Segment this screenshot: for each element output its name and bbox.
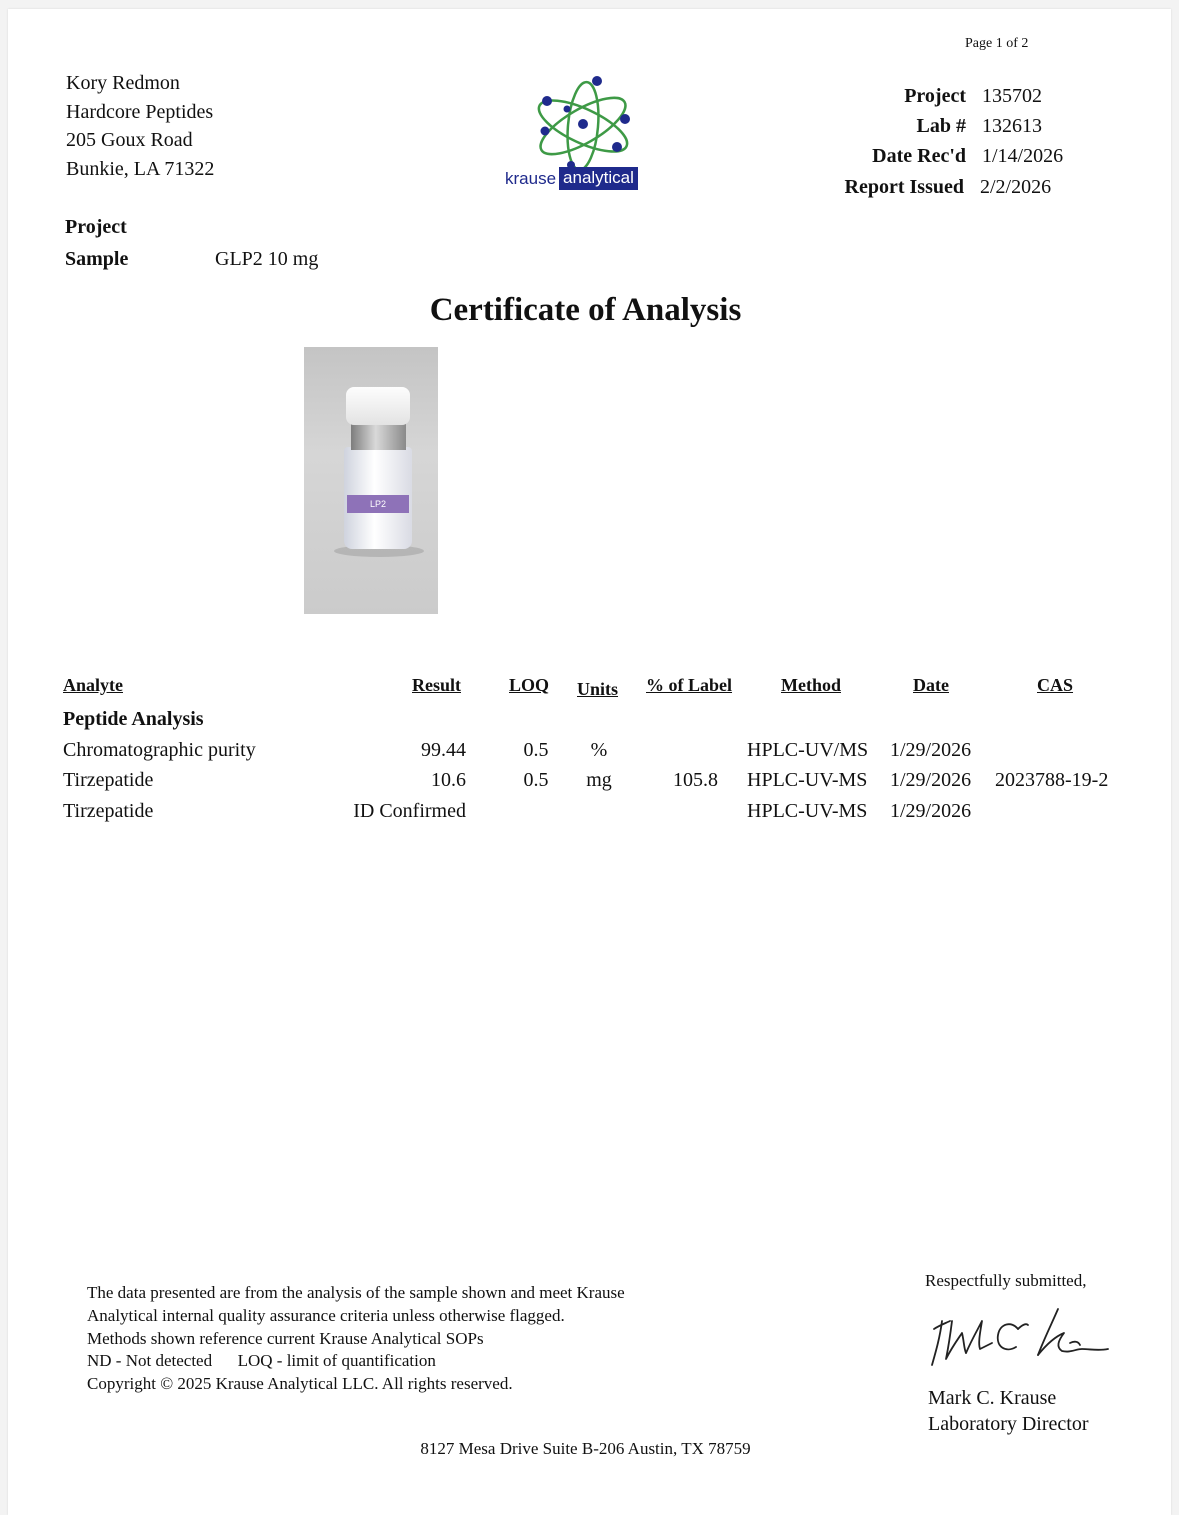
cell-loq: 0.5 [523,739,549,761]
signer-title: Laboratory Director [928,1413,1089,1435]
cell-result: ID Confirmed [353,800,466,822]
col-header-method: Method [781,675,841,695]
signer-name: Mark C. Krause [928,1387,1057,1409]
cell-cas: 2023788-19-2 [995,769,1109,791]
disclaimer-line: Analytical internal quality assurance criteria unless otherwise flagged. [87,1305,565,1325]
logo-word-analytical: analytical [559,167,638,190]
col-header-analyte: Analyte [63,675,123,695]
sample-photo [304,347,438,614]
certificate-page [8,9,1171,1515]
report-issued-value: 2/2/2026 [980,176,1052,198]
krause-analytical-logo [505,69,670,199]
cell-date: 1/29/2026 [890,800,972,822]
client-company: Hardcore Peptides [66,100,214,123]
date-received-value: 1/14/2026 [982,145,1064,167]
lab-address: 8127 Mesa Drive Suite B-206 Austin, TX 78759 [420,1439,751,1458]
cell-method: HPLC-UV-MS [747,800,868,822]
group-heading: Peptide Analysis [63,708,204,730]
disclaimer-line: The data presented are from the analysis of the sample shown and meet Krause [87,1283,625,1302]
cell-result: 10.6 [431,769,466,791]
col-header-cas: CAS [1037,675,1074,695]
client-name: Kory Redmon [66,72,180,94]
project-number-value: 135702 [982,85,1042,107]
sample-value: GLP2 10 mg [215,248,319,270]
logo-wordmark [505,166,638,191]
lab-number-label: Lab # [916,115,966,137]
signature-image [922,1299,1112,1369]
cell-result: 99.44 [421,739,466,761]
vial-label: LP2 [347,495,409,513]
cell-units: mg [586,769,612,791]
disclaimer-line: Methods shown reference current Krause Analytical SOPs [87,1328,484,1348]
col-header-result: Result [412,675,461,695]
cell-method: HPLC-UV/MS [747,739,869,761]
cell-analyte: Tirzepatide [63,800,154,822]
project-label: Project [65,216,127,238]
respectfully-submitted: Respectfully submitted, [925,1271,1087,1290]
cell-method: HPLC-UV-MS [747,769,868,791]
col-header-percent-label: % of Label [646,675,733,695]
cell-analyte: Tirzepatide [63,769,154,791]
date-received-label: Date Rec'd [872,145,966,167]
project-number-label: Project [904,85,966,107]
cell-units: % [590,739,608,761]
col-header-date: Date [913,675,949,695]
lab-number-value: 132613 [982,115,1042,137]
report-issued-label: Report Issued [844,176,964,198]
cell-analyte: Chromatographic purity [63,739,256,761]
page-title: Certificate of Analysis [429,292,742,328]
vial-neck [351,422,406,450]
client-address-block [66,69,214,183]
cell-percent-label: 105.8 [673,769,718,791]
atom-icon [505,69,670,169]
col-header-units: Units [577,679,619,699]
disclaimer-block [87,1282,625,1396]
vial-cap [346,387,410,425]
client-street: 205 Goux Road [66,129,193,151]
signer-block [928,1385,1088,1437]
cell-date: 1/29/2026 [890,739,972,761]
cell-loq: 0.5 [523,769,549,791]
cell-date: 1/29/2026 [890,769,972,791]
col-header-loq: LOQ [509,675,550,695]
disclaimer-line: Copyright © 2025 Krause Analytical LLC. All rights reserved. [87,1374,513,1394]
client-city: Bunkie, LA 71322 [66,157,215,180]
page-number: Page 1 of 2 [965,36,1029,51]
sample-label: Sample [65,248,129,270]
disclaimer-line: ND - Not detected LOQ - limit of quantification [87,1351,436,1371]
logo-word-krause: krause [505,168,557,188]
